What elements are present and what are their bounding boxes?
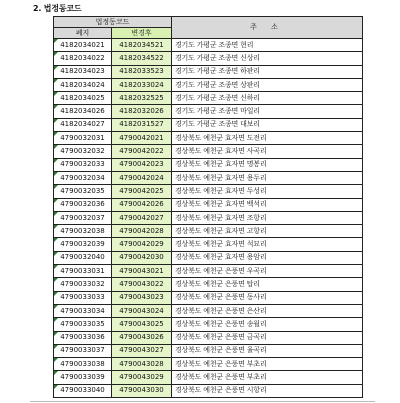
address-cell: 경기도 가평군 조종면 신상리 (172, 52, 363, 65)
new-code-cell: 4182033024 (112, 78, 172, 91)
address-cell: 경상북도 예천군 은풍면 탑리 (172, 278, 363, 291)
new-code-cell: 4790043028 (112, 358, 172, 371)
address-cell: 경상북도 예천군 은풍면 금곡리 (172, 331, 363, 344)
table-row (54, 78, 363, 91)
old-code-cell: 4182034027 (54, 118, 112, 131)
address-cell: 경기도 가평군 조종면 대보리 (172, 118, 363, 131)
new-code-cell: 4182034521 (112, 39, 172, 52)
new-code-cell: 4182034522 (112, 52, 172, 65)
old-code-cell: 4790032038 (54, 225, 112, 238)
address-cell: 경상북도 예천군 은풍면 은산리 (172, 304, 363, 317)
old-code-cell: 4790033035 (54, 318, 112, 331)
old-code-cell: 4790032039 (54, 238, 112, 251)
new-code-cell: 4790042027 (112, 211, 172, 224)
old-code-cell: 4790033033 (54, 291, 112, 304)
table-row (54, 251, 363, 264)
address-cell: 경상북도 예천군 효자면 명봉리 (172, 158, 363, 171)
code-table (53, 16, 363, 398)
table-row (54, 225, 363, 238)
table-row (54, 118, 363, 131)
old-code-cell: 4182034025 (54, 92, 112, 105)
new-code-cell: 4790042028 (112, 225, 172, 238)
old-code-cell: 4790032035 (54, 185, 112, 198)
old-code-cell: 4182034026 (54, 105, 112, 118)
address-cell: 경기도 가평군 조종면 하판리 (172, 65, 363, 78)
new-code-cell: 4182033523 (112, 65, 172, 78)
old-code-cell: 4790033038 (54, 358, 112, 371)
new-code-cell: 4182032525 (112, 92, 172, 105)
address-cell: 경상북도 예천군 은풍면 동사리 (172, 291, 363, 304)
new-code-cell: 4790042021 (112, 132, 172, 145)
old-code-cell: 4790032031 (54, 132, 112, 145)
old-code-cell: 4790033039 (54, 371, 112, 384)
table-row (54, 158, 363, 171)
address-header: 주 소 (172, 17, 363, 39)
table-row (54, 238, 363, 251)
page-divider (30, 401, 375, 402)
address-cell: 경상북도 예천군 효자면 용암리 (172, 251, 363, 264)
address-cell: 경상북도 예천군 은풍면 시항리 (172, 384, 363, 397)
table-body (54, 39, 363, 398)
address-cell: 경상북도 예천군 은풍면 송월리 (172, 318, 363, 331)
address-cell: 경기도 가평군 조종면 신하리 (172, 92, 363, 105)
table-row (54, 52, 363, 65)
address-cell: 경상북도 예천군 효자면 석묘리 (172, 238, 363, 251)
table-row (54, 304, 363, 317)
address-cell: 경상북도 예천군 효자면 두성리 (172, 185, 363, 198)
table-row (54, 318, 363, 331)
new-code-cell: 4790043025 (112, 318, 172, 331)
new-code-cell: 4790042023 (112, 158, 172, 171)
new-code-cell: 4790043023 (112, 291, 172, 304)
old-code-cell: 4182034023 (54, 65, 112, 78)
old-code-cell: 4790033034 (54, 304, 112, 317)
old-code-cell: 4790032032 (54, 145, 112, 158)
address-cell: 경상북도 예천군 효자면 고항리 (172, 225, 363, 238)
old-code-cell: 4790033036 (54, 331, 112, 344)
old-code-cell: 4182034024 (54, 78, 112, 91)
table-row (54, 331, 363, 344)
table-row (54, 145, 363, 158)
address-cell: 경상북도 예천군 효자면 사곡리 (172, 145, 363, 158)
new-code-cell: 4790043030 (112, 384, 172, 397)
old-code-cell: 4790033040 (54, 384, 112, 397)
new-code-cell: 4790043021 (112, 265, 172, 278)
table-row (54, 65, 363, 78)
new-code-cell: 4790042025 (112, 185, 172, 198)
new-code-cell: 4790043026 (112, 331, 172, 344)
table-row (54, 211, 363, 224)
old-code-cell: 4182034022 (54, 52, 112, 65)
table-row (54, 384, 363, 397)
new-code-header: 변경후 (112, 28, 172, 39)
table-row (54, 358, 363, 371)
table-row (54, 265, 363, 278)
old-code-cell: 4790033037 (54, 344, 112, 357)
address-cell: 경상북도 예천군 은풍면 우곡리 (172, 265, 363, 278)
table-row (54, 92, 363, 105)
table-row (54, 291, 363, 304)
old-code-cell: 4790032033 (54, 158, 112, 171)
new-code-cell: 4790042024 (112, 171, 172, 184)
table-row (54, 198, 363, 211)
new-code-cell: 4790043029 (112, 371, 172, 384)
table-row (54, 132, 363, 145)
table-row (54, 278, 363, 291)
address-cell: 경상북도 예천군 효자면 용두리 (172, 171, 363, 184)
table-row (54, 39, 363, 52)
address-cell: 경상북도 예천군 은풍면 부초리 (172, 371, 363, 384)
address-cell: 경상북도 예천군 효자면 도전리 (172, 132, 363, 145)
table-row (54, 185, 363, 198)
group-header: 법정동코드 (54, 17, 172, 28)
old-code-cell: 4790032034 (54, 171, 112, 184)
section-title: 2. 법정동코드 (33, 4, 82, 13)
table-row (54, 171, 363, 184)
table-row (54, 344, 363, 357)
address-cell: 경상북도 예천군 은풍면 율곡리 (172, 344, 363, 357)
new-code-cell: 4182032026 (112, 105, 172, 118)
address-cell: 경상북도 예천군 효자면 백석리 (172, 198, 363, 211)
new-code-cell: 4790043024 (112, 304, 172, 317)
old-code-header: 폐지 (54, 28, 112, 39)
old-code-cell: 4790032036 (54, 198, 112, 211)
address-cell: 경상북도 예천군 은풍면 부초리 (172, 358, 363, 371)
old-code-cell: 4790033031 (54, 265, 112, 278)
address-cell: 경기도 가평군 조종면 현리 (172, 39, 363, 52)
old-code-cell: 4790032040 (54, 251, 112, 264)
table-row (54, 105, 363, 118)
address-cell: 경기도 가평군 조종면 상판리 (172, 78, 363, 91)
new-code-cell: 4790043027 (112, 344, 172, 357)
old-code-cell: 4790032037 (54, 211, 112, 224)
new-code-cell: 4790042029 (112, 238, 172, 251)
new-code-cell: 4182031527 (112, 118, 172, 131)
new-code-cell: 4790043022 (112, 278, 172, 291)
address-cell: 경기도 가평군 조종면 마일리 (172, 105, 363, 118)
old-code-cell: 4182034021 (54, 39, 112, 52)
new-code-cell: 4790042026 (112, 198, 172, 211)
table-row (54, 371, 363, 384)
address-cell: 경상북도 예천군 효자면 조항리 (172, 211, 363, 224)
old-code-cell: 4790033032 (54, 278, 112, 291)
new-code-cell: 4790042030 (112, 251, 172, 264)
new-code-cell: 4790042022 (112, 145, 172, 158)
